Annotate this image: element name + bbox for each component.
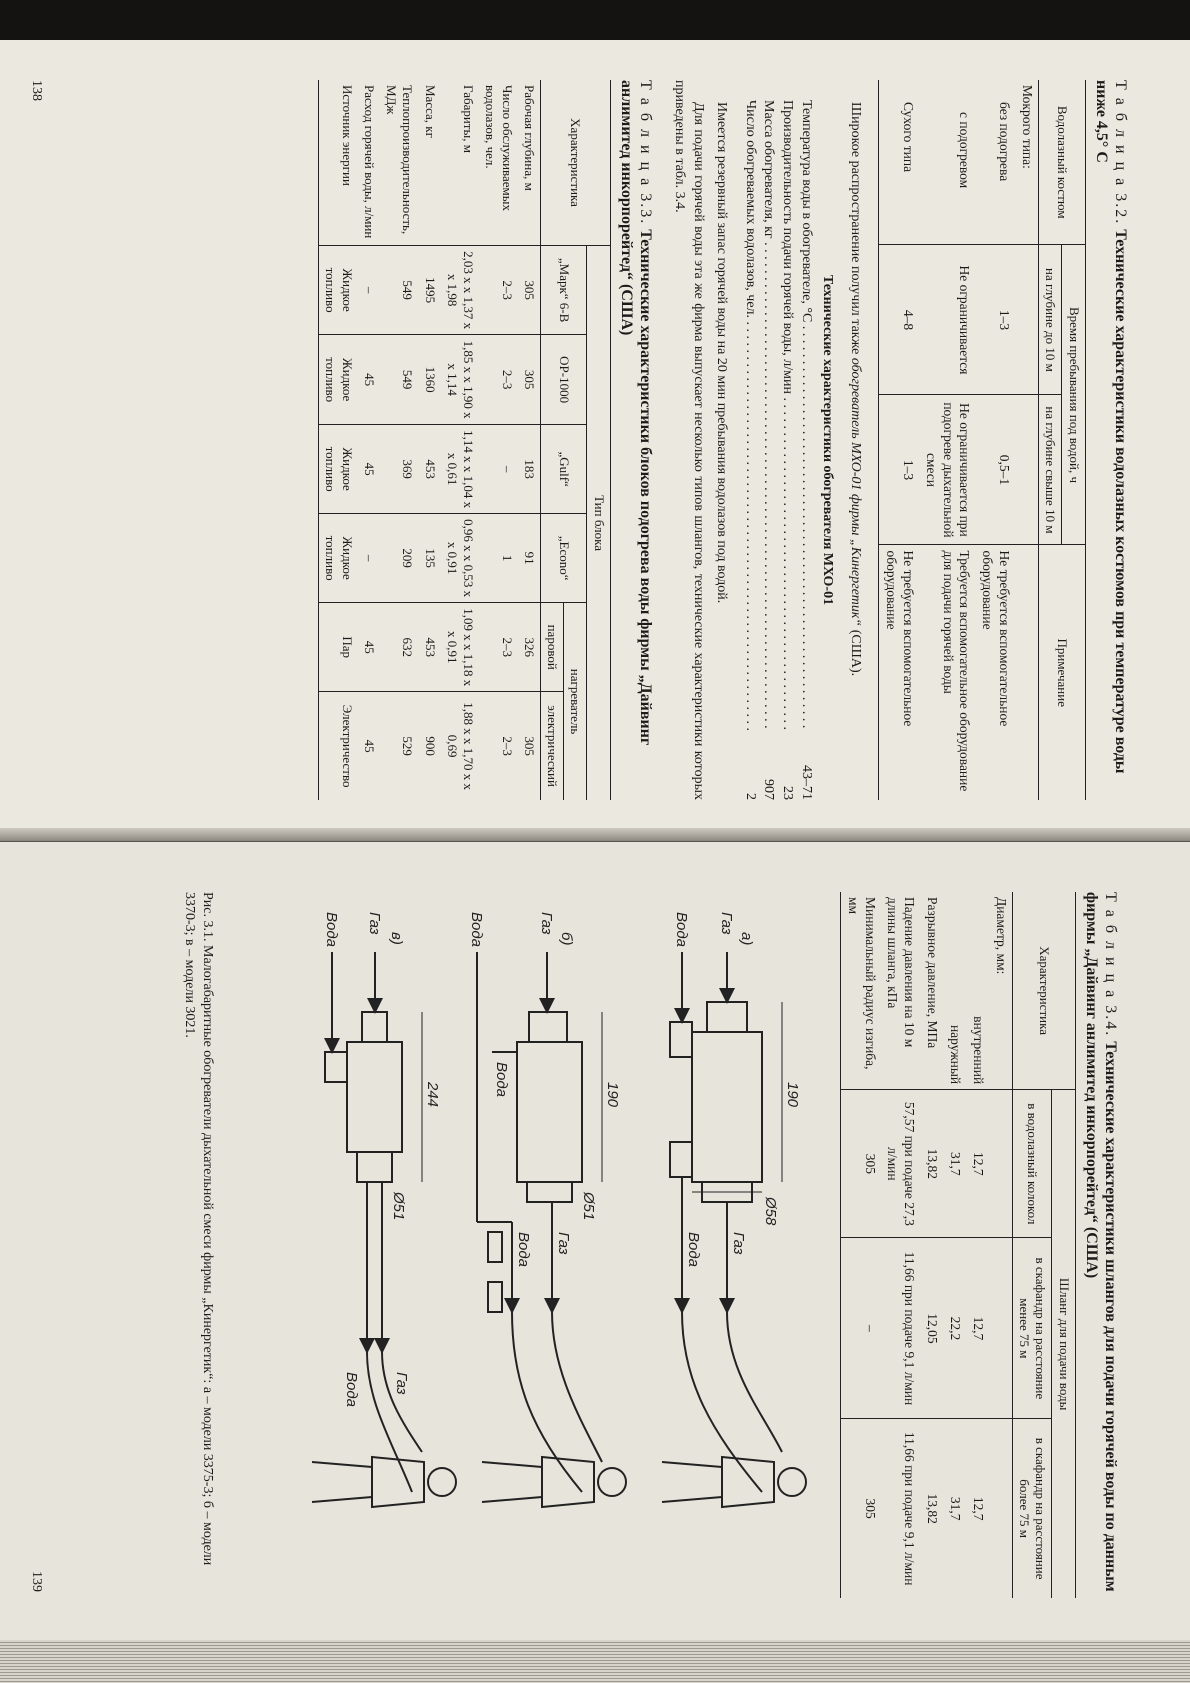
cell: 305 xyxy=(518,335,541,425)
table-row xyxy=(966,892,989,1598)
cell: 12,7 xyxy=(966,1238,989,1419)
cell: 13,82 xyxy=(920,1090,943,1238)
table-3-2 xyxy=(878,80,1086,800)
row-label: Рабочая глубина, м xyxy=(518,80,541,246)
heater-b-diagram xyxy=(477,952,602,1492)
cell: 2–3 xyxy=(479,246,518,335)
row-label: Число обслуживаемых водолазов, чел. xyxy=(479,80,518,246)
table-row xyxy=(840,892,880,1598)
label-a: а) xyxy=(737,932,755,946)
cell: Жидкое топливо xyxy=(319,335,358,425)
cell: 31,7 xyxy=(943,1090,966,1238)
label-water: Вода xyxy=(684,1232,702,1267)
cell: Жидкое топливо xyxy=(319,514,358,603)
table-3-3 xyxy=(318,80,611,800)
cell: 1 xyxy=(479,514,518,603)
cell-deep: 0,5–1 xyxy=(976,395,1016,545)
header-col: „Econo“ xyxy=(540,514,587,603)
spec-value: 23 xyxy=(780,786,796,800)
cell: – xyxy=(840,1238,880,1419)
header-shallow: на глубине до 10 м xyxy=(1039,245,1062,395)
page-139 xyxy=(0,842,1190,1642)
spec-value: 907 xyxy=(761,779,777,800)
cell: Электричество xyxy=(339,704,355,788)
cell: 305 xyxy=(518,246,541,335)
header-col: паровой xyxy=(540,603,563,692)
label-water: Вода xyxy=(322,912,340,947)
book-edge-dark xyxy=(0,0,1190,40)
diver-figure-b xyxy=(482,1457,626,1507)
header-heater: нагреватель xyxy=(564,603,587,800)
cell: 135 xyxy=(418,514,440,603)
dimension-190: 190 xyxy=(603,1082,621,1108)
table-row xyxy=(358,80,380,800)
cell: 13,82 xyxy=(925,1493,941,1524)
spec-row xyxy=(796,100,815,800)
cell: 1,09 х х 1,18 х х 0,91 xyxy=(441,603,480,692)
table-row xyxy=(380,80,419,800)
table-row xyxy=(441,80,480,800)
cell: – xyxy=(358,514,380,603)
header-col: ОР-1000 xyxy=(540,335,587,425)
cell: 549 xyxy=(380,335,419,425)
table-row xyxy=(881,892,921,1598)
header-suit: Водолазный костюм xyxy=(1039,80,1086,245)
row-label: наружный xyxy=(943,892,966,1090)
caption-text: Технические характеристики шлангов для подачи горячей воды по данным фирмы „Дайвинг анлимитед инкорпорейтед“ (США) xyxy=(1082,892,1119,1592)
page-number: 138 xyxy=(29,80,44,101)
book-page-edges xyxy=(0,1640,1190,1683)
dimension-244: 244 xyxy=(423,1082,441,1108)
cell-note: Не требуется вспомогательное оборудование xyxy=(884,550,916,727)
label-c: в) xyxy=(387,932,405,945)
diameter-51: Ø51 xyxy=(389,1192,407,1221)
cell: 1,85 х х 1,90 х х 1,14 xyxy=(441,335,480,425)
label-gas: Газ xyxy=(717,912,735,935)
cell: 2–3 xyxy=(479,603,518,692)
cell: 1360 xyxy=(418,335,440,425)
spec-label: Число обогреваемых водолазов, чел. . . . xyxy=(740,100,759,730)
cell: 1495 xyxy=(418,246,440,335)
para1-end: (США). xyxy=(848,626,864,677)
table-row xyxy=(943,892,966,1598)
caption-text: Технические характеристики блоков подогрева воды фирмы „Дайвинг анлимитед инкорпорейтед“ (США) xyxy=(617,80,654,746)
row-label: Разрывное давление, МПа xyxy=(920,892,943,1090)
header-time: Время пребывания под водой, ч xyxy=(1062,245,1085,545)
cell: 57,57 при подаче 27,3 л/мин xyxy=(881,1090,921,1238)
label-water: Вода xyxy=(672,912,690,947)
cell: Жидкое топливо xyxy=(319,425,358,514)
header-char: Характеристика xyxy=(1012,892,1075,1090)
spec-row xyxy=(777,100,796,800)
paragraph-3: Для подачи горячей воды эта же фирма выпускает несколько типов шлангов, технические характеристики которых приведены в табл. 3.4. xyxy=(671,80,706,800)
row-label: Источник энергии xyxy=(319,80,358,246)
cell: 2,03 х х 1,37 х х 1,98 xyxy=(441,246,480,335)
header-hose: Шланг для подачи воды xyxy=(1052,1090,1075,1598)
cell: 91 xyxy=(518,514,541,603)
cell: 305 xyxy=(521,736,537,756)
para1-italic: обогреватель МХО-01 фирмы „Кинергетик“ xyxy=(848,357,864,627)
cell: 453 xyxy=(418,603,440,692)
header-col: „Gulf“ xyxy=(540,425,587,514)
cell: 12,7 xyxy=(966,1090,989,1238)
diameter-58: Ø58 xyxy=(761,1197,779,1226)
cell: 0,96 х х 0,53 х х 0,91 xyxy=(441,514,480,603)
table-row xyxy=(479,80,518,800)
table-row xyxy=(976,80,1016,800)
caption-prefix: Т а б л и ц а 3.3. xyxy=(637,80,654,226)
figure-3-1 xyxy=(222,892,822,1592)
row-label: Габариты, м xyxy=(441,80,480,246)
cell: 632 xyxy=(380,603,419,692)
row-label: Минимальный радиус изгиба, мм xyxy=(840,892,880,1090)
row-label: внутренний xyxy=(966,892,989,1090)
cell: 11,66 при подаче 9,1 л/мин xyxy=(881,1238,921,1419)
cell xyxy=(989,1419,1012,1598)
table-3-2-caption xyxy=(1092,80,1130,800)
row-label: Масса, кг xyxy=(418,80,440,246)
figure-caption: Рис. 3.1. Малогабаритные обогреватели дыхательной смеси фирмы „Кинергетик“: а – модели 3375-3; б – модели 3370-3; в – модели 3021. xyxy=(181,892,215,1566)
spec-row xyxy=(740,100,759,800)
table-row xyxy=(920,892,943,1598)
table-3-3-caption xyxy=(617,80,655,800)
spec-label: Температура воды в обогревателе, °С . . . xyxy=(796,100,815,730)
paragraph-2: Имеется резервный запас горячей воды на 20 мин пребывания водолазов под водой. xyxy=(713,102,729,604)
diver-figure-c xyxy=(312,1457,456,1507)
header-note: Примечание xyxy=(1039,545,1086,800)
cell: Пар xyxy=(319,603,358,692)
spec-row xyxy=(759,100,778,800)
cell: 45 xyxy=(358,425,380,514)
header-type: Тип блока xyxy=(587,246,610,800)
cell-wet-type: Мокрого типа: xyxy=(1015,80,1038,245)
caption-prefix: Т а б л и ц а 3.4. xyxy=(1102,892,1119,1038)
table-row xyxy=(418,80,440,800)
cell xyxy=(989,1090,1012,1238)
cell: 453 xyxy=(418,425,440,514)
page-number: 139 xyxy=(29,1571,44,1592)
paragraph-1 xyxy=(845,80,864,800)
cell: 12,7 xyxy=(971,1496,986,1521)
cell xyxy=(989,1238,1012,1419)
cell: 183 xyxy=(518,425,541,514)
row-label: Расход горячей воды, л/мин xyxy=(358,80,380,246)
label-gas: Газ xyxy=(392,1372,410,1395)
spec-value: 2 xyxy=(742,793,758,800)
header-col: в скафандр на расстояние более 75 м xyxy=(1012,1419,1052,1598)
diameter-51: Ø51 xyxy=(579,1192,597,1221)
header-col: в водолазный колокол xyxy=(1012,1090,1052,1238)
cell: 22,2 xyxy=(943,1238,966,1419)
cell: 31,7 xyxy=(948,1496,964,1521)
header-char: Характеристика xyxy=(540,80,610,246)
header-col: в скафандр на расстояние менее 75 м xyxy=(1012,1238,1052,1419)
cell: 900 xyxy=(422,736,438,756)
cell: 11,66 при подаче 9,1 л/мин xyxy=(902,1431,918,1586)
dimension-190: 190 xyxy=(783,1082,801,1108)
label-b: б) xyxy=(557,932,575,946)
page-138 xyxy=(0,40,1190,840)
label-gas: Газ xyxy=(537,912,555,935)
row-label: Теплопроизводительность, МДж xyxy=(380,80,419,246)
cell: 529 xyxy=(400,736,416,756)
cell-note: Не требуется вспомогательное оборудование xyxy=(980,550,1013,727)
cell: Жидкое топливо xyxy=(319,246,358,335)
spec-title: Технические характеристики обогревателя МХО-01 xyxy=(820,274,836,606)
cell-note: Требуется вспомогательное оборудование для подачи горячей воды xyxy=(940,550,973,792)
row-label: Диаметр, мм: xyxy=(989,892,1012,1090)
spec-label: Производительность подачи горячей воды, л/мин . . . xyxy=(777,100,796,730)
label-gas: Газ xyxy=(554,1232,572,1255)
table-row xyxy=(319,80,358,800)
header-col: электрический xyxy=(540,692,563,800)
table-row xyxy=(518,80,541,800)
spec-value: 43–71 xyxy=(799,765,815,800)
label-water: Вода xyxy=(467,912,485,947)
cell: 2–3 xyxy=(499,736,515,756)
cell: – xyxy=(358,246,380,335)
cell-shallow: Не ограничивается xyxy=(919,245,976,395)
label-gas: Газ xyxy=(365,912,383,935)
header-deep: на глубине свыше 10 м xyxy=(1039,395,1062,545)
cell: – xyxy=(479,425,518,514)
para1-start: Широкое распространение получил также xyxy=(848,102,864,358)
caption-text: Технические характеристики водолазных костюмов при температуре воды ниже 4,5° С xyxy=(1092,80,1129,774)
heater-c-diagram xyxy=(325,952,422,1492)
cell: 1,14 х х 1,04 х х 0,61 xyxy=(441,425,480,514)
label-gas: Газ xyxy=(729,1232,747,1255)
diver-figure-a xyxy=(662,1457,806,1507)
cell-deep: Не ограничивается при подогреве дыхательной смеси xyxy=(919,395,976,545)
cell: 326 xyxy=(518,603,541,692)
cell: 305 xyxy=(862,1498,878,1519)
cell-deep: 1–3 xyxy=(879,395,919,545)
cell: 2–3 xyxy=(479,335,518,425)
cell: 12,05 xyxy=(920,1238,943,1419)
label-water: Вода xyxy=(342,1372,360,1407)
cell: 549 xyxy=(380,246,419,335)
cell-shallow: 1–3 xyxy=(976,245,1016,395)
cell-suit: с подогревом xyxy=(919,80,976,245)
label-water: Вода xyxy=(492,1062,510,1097)
cell: 45 xyxy=(358,335,380,425)
cell-suit: Сухого типа xyxy=(879,80,919,245)
cell: 1,88 х х 1,70 х х 0,69 xyxy=(444,702,477,791)
caption-prefix: Т а б л и ц а 3.2. xyxy=(1112,80,1129,226)
cell-shallow: 4–8 xyxy=(879,245,919,395)
row-label: Падение давления на 10 м длины шланга, кПа xyxy=(881,892,921,1090)
table-row xyxy=(989,892,1012,1598)
table-3-4-caption xyxy=(1082,892,1120,1598)
header-col: „Марк“ 6-В xyxy=(540,246,587,335)
cell: 45 xyxy=(361,739,377,753)
spec-list xyxy=(740,100,816,800)
cell: 305 xyxy=(840,1090,880,1238)
cell: 369 xyxy=(380,425,419,514)
cell: 45 xyxy=(358,603,380,692)
table-row xyxy=(879,80,919,800)
spec-label: Масса обогревателя, кг . . . xyxy=(759,100,778,730)
table-row xyxy=(919,80,976,800)
table-3-4 xyxy=(840,892,1076,1598)
label-water: Вода xyxy=(514,1232,532,1267)
cell-suit: без подогрева xyxy=(976,80,1016,245)
cell: 209 xyxy=(380,514,419,603)
